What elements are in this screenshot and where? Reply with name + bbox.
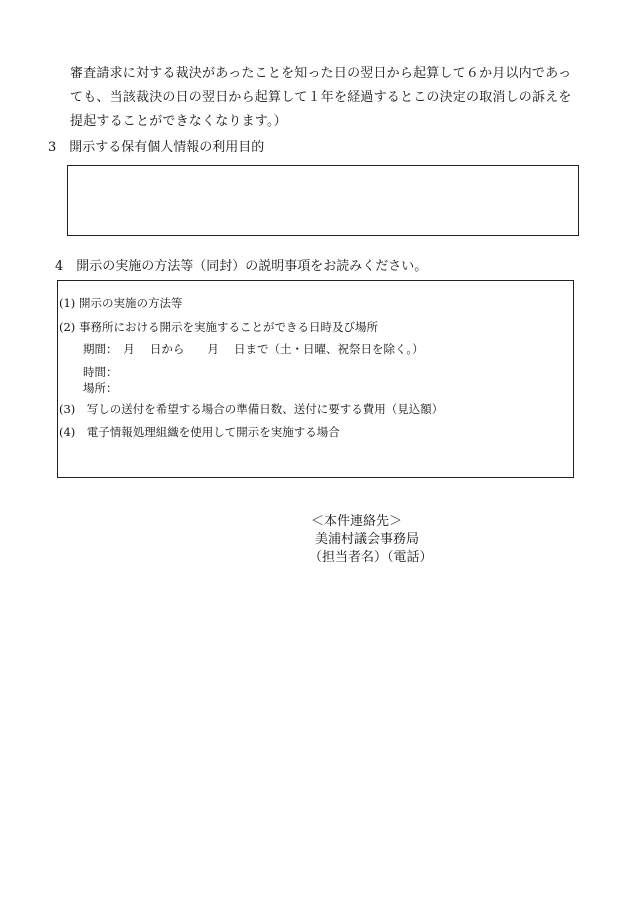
section-3-heading: 3 開示する保有個人情報の利用目的 [48,140,265,155]
method-item-4: (4) 電子情報処理組織を使用して開示を実施する場合 [59,425,340,439]
method-item-1: (1) 開示の実施の方法等 [59,296,183,310]
method-item-3: (3) 写しの送付を希望する場合の準備日数、送付に要する費用（見込額） [59,402,444,416]
place-label: 場所： [83,381,118,395]
appeal-notice-line-1: 審査請求に対する裁決があったことを知った日の翌日から起算して６か月以内であっ [70,66,572,81]
appeal-notice-line-3: 提起することができなくなります。） [70,114,287,129]
time-label: 時間： [83,365,118,379]
contact-person-phone: （担当者名）（電話） [309,550,433,565]
contact-heading: ＜本件連絡先＞ [311,514,403,529]
appeal-notice-line-2: ても、当該裁決の日の翌日から起算して１年を経過するとこの決定の取消しの訴えを [70,90,572,105]
method-item-2: (2) 事務所における開示を実施することができる日時及び場所 [59,320,378,334]
contact-office: 美浦村議会事務局 [315,532,420,547]
disclosure-method-box [57,280,574,478]
appeal-notice-paragraph [70,62,590,134]
usage-purpose-box [67,165,579,236]
section-4-heading: 4 開示の実施の方法等（同封）の説明事項をお読みください。 [55,259,428,274]
period-line: 期間： 月 日から 月 日まで（土・日曜、祝祭日を除く。） [83,342,424,356]
